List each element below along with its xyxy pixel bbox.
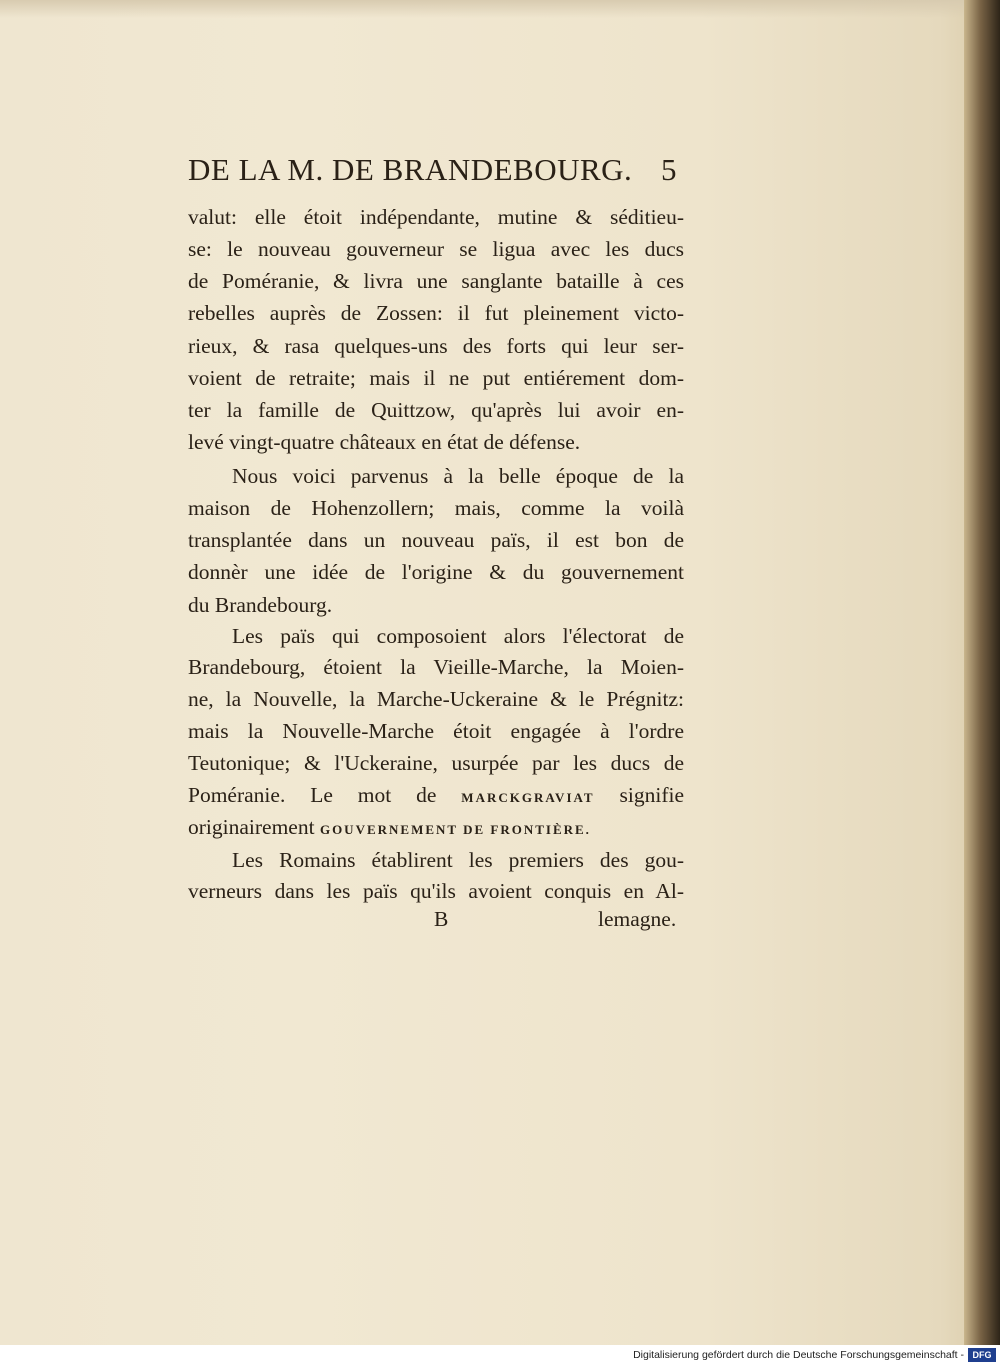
- text-fragment: Poméranie. Le mot de: [188, 783, 437, 807]
- text-line: du Brandebourg.: [188, 593, 333, 617]
- text-line: ter la famille de Quittzow, qu'après lui avoir en-: [188, 398, 684, 422]
- text-line: valut: elle étoit indépendante, mutine & séditieu-: [188, 205, 684, 229]
- header-title: DE LA M. DE BRANDEBOURG.: [188, 152, 633, 187]
- text-line: rieux, & rasa quelques-uns des forts qui leur ser-: [188, 334, 684, 358]
- page-top-shadow: [0, 0, 1000, 18]
- smallcaps-term: MARCKGRAVIAT: [461, 790, 595, 805]
- dfg-logo: DFG: [968, 1348, 996, 1362]
- text-line: de Poméranie, & livra une sanglante bataille à ces: [188, 269, 684, 293]
- running-header: [188, 152, 688, 192]
- text-line: Teutonique; & l'Uckeraine, usurpée par les ducs de: [188, 751, 684, 775]
- text-fragment: originairement: [188, 815, 315, 839]
- text-line: se: le nouveau gouverneur se ligua avec les ducs: [188, 237, 684, 261]
- text-line: donnèr une idée de l'origine & du gouvernement: [188, 560, 684, 584]
- page-number: 5: [661, 152, 677, 187]
- book-binding-edge: [964, 0, 1000, 1345]
- text-line: Les païs qui composoient alors l'électorat de: [232, 624, 684, 648]
- text-line: ne, la Nouvelle, la Marche-Uckeraine & le Prégnitz:: [188, 687, 684, 711]
- text-line: transplantée dans un nouveau païs, il est bon de: [188, 528, 684, 552]
- text-line: [188, 812, 684, 845]
- catchword: lemagne.: [598, 907, 677, 931]
- text-line: verneurs dans les païs qu'ils avoient conquis en Al-: [188, 879, 684, 903]
- signature-mark: B: [434, 907, 449, 931]
- text-line: Les Romains établirent les premiers des gou-: [232, 848, 684, 872]
- text-line: Brandebourg, étoient la Vieille-Marche, la Moien-: [188, 655, 684, 679]
- footer-credit: Digitalisierung gefördert durch die Deutsche Forschungsgemeinschaft -: [633, 1349, 964, 1361]
- text-line: [188, 780, 684, 813]
- text-line: voient de retraite; mais il ne put entiérement dom-: [188, 366, 684, 390]
- text-line: maison de Hohenzollern; mais, comme la voilà: [188, 496, 684, 520]
- text-fragment: signifie: [619, 783, 684, 807]
- text-line: Nous voici parvenus à la belle époque de la: [232, 464, 684, 488]
- smallcaps-term: GOUVERNEMENT DE FRONTIÈRE.: [319, 822, 591, 837]
- text-line: rebelles auprès de Zossen: il fut pleinement victo-: [188, 301, 684, 325]
- text-line: mais la Nouvelle-Marche étoit engagée à l'ordre: [188, 719, 684, 743]
- text-line: levé vingt-quatre châteaux en état de défense.: [188, 430, 581, 454]
